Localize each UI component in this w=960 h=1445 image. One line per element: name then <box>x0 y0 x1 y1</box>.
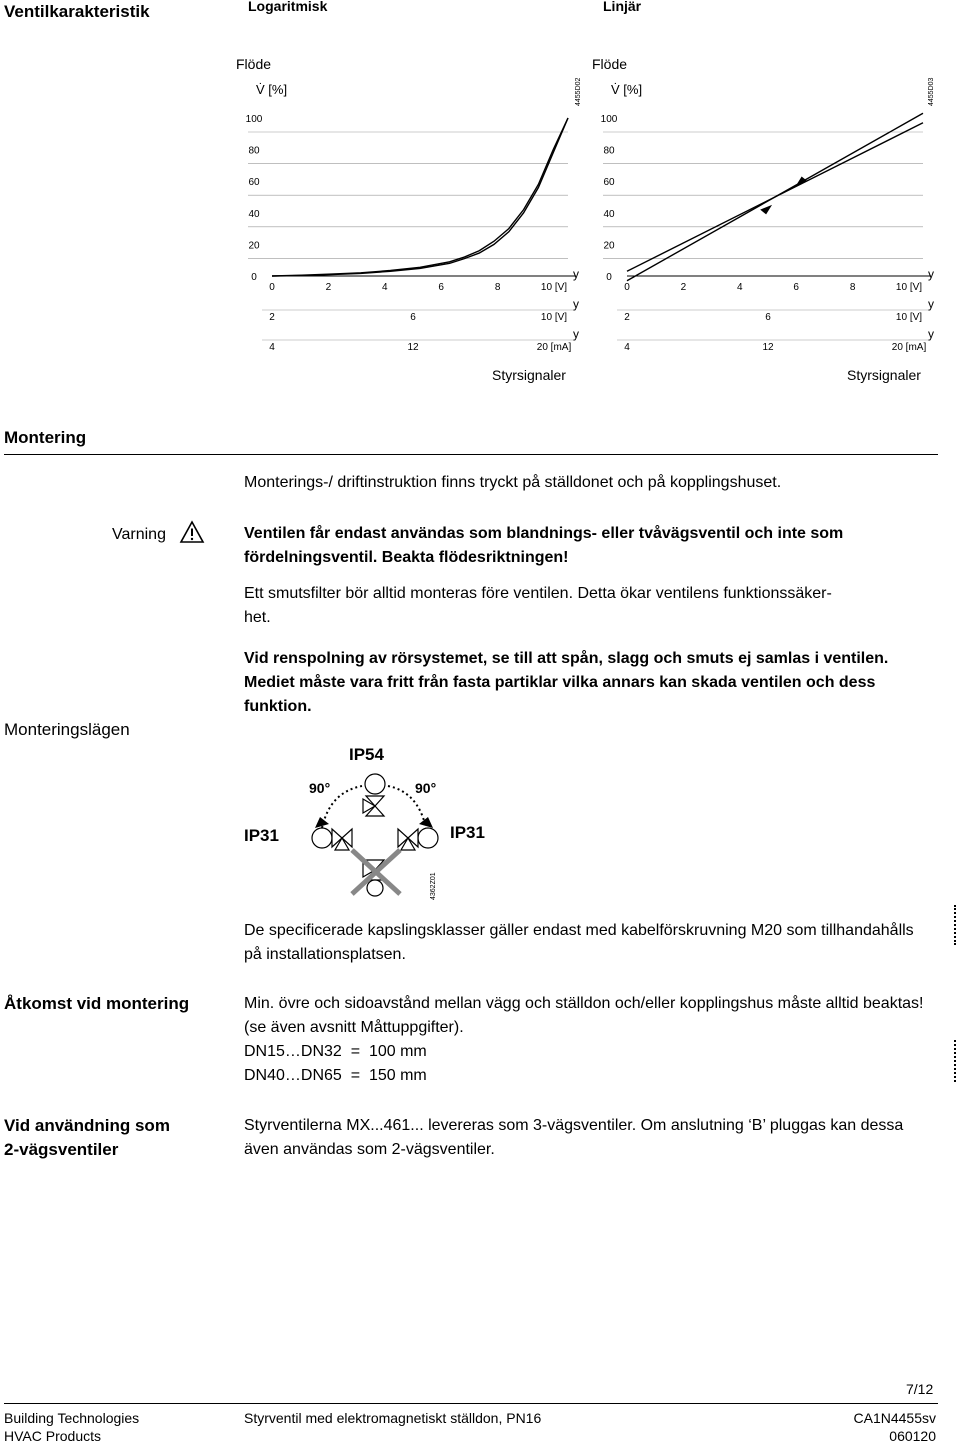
chart1-xtick-label: 6 <box>438 282 444 293</box>
chart2-xlabel: Styrsignaler <box>847 367 921 383</box>
montering-intro: Monterings-/ driftinstruktion finns tryckt på ställdonet och på kopplingshuset. <box>244 474 782 491</box>
chart2-ylabel: Flöde <box>592 56 628 72</box>
arc-left <box>322 786 362 828</box>
chart2-xtick-label: 0 <box>624 282 630 293</box>
chart2-xtick-label: 4 <box>624 342 630 353</box>
footer-product-title: Styrventil med elektromagnetiskt ställdon, PN16 <box>244 1410 542 1426</box>
chart1-xtick-label: 20 [mA] <box>536 342 572 353</box>
chart1-ylabel: Flöde <box>236 56 272 72</box>
chart1-xtick-label: 4 <box>382 282 388 293</box>
warning-text: Ventilen får endast användas som blandnings- eller tvåvägsventil och inte som fördelningsventil. Beakta flödesriktningen! <box>244 525 844 566</box>
footer-date: 060120 <box>889 1428 936 1444</box>
column-title-logarithmic: Logaritmisk <box>248 0 328 14</box>
filter-text-line2: het. <box>244 609 271 626</box>
chart2-xtick-label: 10 [V] <box>895 312 923 323</box>
twoway-label-line1: Vid användning som <box>4 1116 170 1135</box>
access-text: Min. övre och sidoavstånd mellan vägg och ställdon och/eller kopplingshus måste alltid beaktas! (se även avsnitt Måttuppgifter). <box>244 995 924 1036</box>
chart1-xtick-label: 6 <box>410 312 416 323</box>
chart1-xtick-label: 12 <box>407 342 419 353</box>
ip31-left-label: IP31 <box>244 826 279 845</box>
chart2-xtick-label: 6 <box>793 282 799 293</box>
angle-left-label: 90° <box>309 780 331 796</box>
warning-label: Varning <box>112 526 166 543</box>
actuator-top <box>365 774 385 794</box>
page-number: 7/12 <box>906 1381 934 1397</box>
footer-rule <box>4 1403 938 1404</box>
chart2-xtick-label: 8 <box>849 282 856 293</box>
chart1-xlabel: Styrsignaler <box>492 367 566 383</box>
chart2-ytick-label: 40 <box>603 208 615 220</box>
section-title: Ventilkarakteristik <box>4 2 150 21</box>
chart1-ytick-label: 40 <box>248 208 260 220</box>
warning-triangle-icon <box>179 520 205 544</box>
chart2-yunit: V̇ [%] <box>611 82 643 97</box>
chart2-code: 4455D03 <box>928 77 935 106</box>
chart2-xtick-label: 2 <box>624 312 630 323</box>
angle-right-label: 90° <box>415 780 437 796</box>
chart1-code: 4455D02 <box>575 77 582 106</box>
chart2-axis-symbol: y <box>928 327 934 341</box>
footer-doc-number: CA1N4455sv <box>853 1410 936 1426</box>
chart1-ytick-label: 80 <box>248 145 260 157</box>
chart1-xtick-label: 4 <box>269 342 275 353</box>
actuator-right <box>418 828 438 848</box>
mounting-positions-label: Monteringslägen <box>4 720 130 739</box>
twoway-label-line2: 2-vägsventiler <box>4 1140 119 1159</box>
chart2-xtick-label: 10 [V] <box>895 282 923 293</box>
diagram-code: 4362Z01 <box>430 872 437 900</box>
chart2-xtick-label: 12 <box>762 342 774 353</box>
chart1-axis-symbol: y <box>573 267 579 281</box>
chart2-ytick-label: 100 <box>600 114 618 125</box>
chart1-ytick-label: 60 <box>248 177 260 189</box>
chart2-xtick-label: 6 <box>765 312 771 323</box>
actuator-bottom <box>367 880 383 896</box>
column-title-linear: Linjär <box>603 0 642 14</box>
chart1-xtick-label: 10 [V] <box>540 282 568 293</box>
chart1-xtick-label: 8 <box>494 282 501 293</box>
chart2-ytick-label: 80 <box>603 145 615 157</box>
chart1-xtick-label: 0 <box>269 282 275 293</box>
chart1-series-1 <box>272 118 568 276</box>
arc-right <box>388 786 426 828</box>
chart2-xtick-label: 4 <box>737 282 743 293</box>
chart2-ytick-label: 20 <box>603 240 615 252</box>
chart2-ytick-label: 60 <box>603 177 615 189</box>
chart1-xtick-label: 10 [V] <box>540 312 568 323</box>
valve-top <box>363 796 384 816</box>
chart2-series-2 <box>627 123 923 272</box>
access-label: Åtkomst vid montering <box>4 994 190 1013</box>
chart1-xtick-label: 2 <box>325 282 332 293</box>
footer-company: Building Technologies <box>4 1410 140 1426</box>
montering-heading: Montering <box>4 428 87 447</box>
chart2-arrow-up <box>796 176 808 185</box>
chart2-xtick-label: 2 <box>680 282 687 293</box>
chart1-xtick-label: 2 <box>269 312 275 323</box>
filter-text-line1: Ett smutsfilter bör alltid monteras före ventilen. Detta ökar ventilens funktionssäker- <box>244 585 832 602</box>
twoway-text: Styrventilerna MX...461... levereras som 3-vägsventiler. Om anslutning ‘B’ pluggas kan dessa även användas som 2-vägsventiler. <box>244 1117 904 1158</box>
margin-dots-2 <box>954 1040 959 1082</box>
valve-left <box>332 829 352 850</box>
arrow-right-head <box>419 817 433 828</box>
access-dn-line2: DN40…DN65 = 150 mm <box>244 1067 427 1084</box>
chart2-ytick-label: 0 <box>606 272 612 283</box>
protection-class-note: De specificerade kapslingsklasser gäller endast med kabelförskruvning M20 som tillhandahålls på installationsplatsen. <box>244 922 914 963</box>
ip54-label: IP54 <box>349 745 384 764</box>
ip31-right-label: IP31 <box>450 823 485 842</box>
actuator-left <box>312 828 332 848</box>
chart1-axis-symbol: y <box>573 297 579 311</box>
chart1-series-2 <box>272 118 568 276</box>
chart1-yunit: V̇ [%] <box>256 82 288 97</box>
chart1-ytick-label: 20 <box>248 240 260 252</box>
chart2-axis-symbol: y <box>928 267 934 281</box>
flush-text: Vid renspolning av rörsystemet, se till att spån, slagg och smuts ej samlas i ventilen. Mediet måste vara fritt från fasta partiklar vilka annars kan skada ventilen och dess funktion. <box>244 650 889 715</box>
chart2-axis-symbol: y <box>928 297 934 311</box>
chart2-xtick-label: 20 [mA] <box>891 342 927 353</box>
chart1-axis-symbol: y <box>573 327 579 341</box>
chart1-ytick-label: 100 <box>245 114 263 125</box>
chart-logarithmic <box>240 108 585 358</box>
chart1-ytick-label: 0 <box>251 272 257 283</box>
margin-dots-1 <box>954 905 959 945</box>
montering-rule <box>4 454 938 455</box>
footer-division: HVAC Products <box>4 1428 101 1444</box>
chart-linear <box>595 108 940 358</box>
chart2-arrow-down <box>760 205 772 214</box>
valve-right <box>398 829 418 850</box>
mounting-positions-diagram <box>300 770 450 900</box>
access-dn-line1: DN15…DN32 = 100 mm <box>244 1043 427 1060</box>
